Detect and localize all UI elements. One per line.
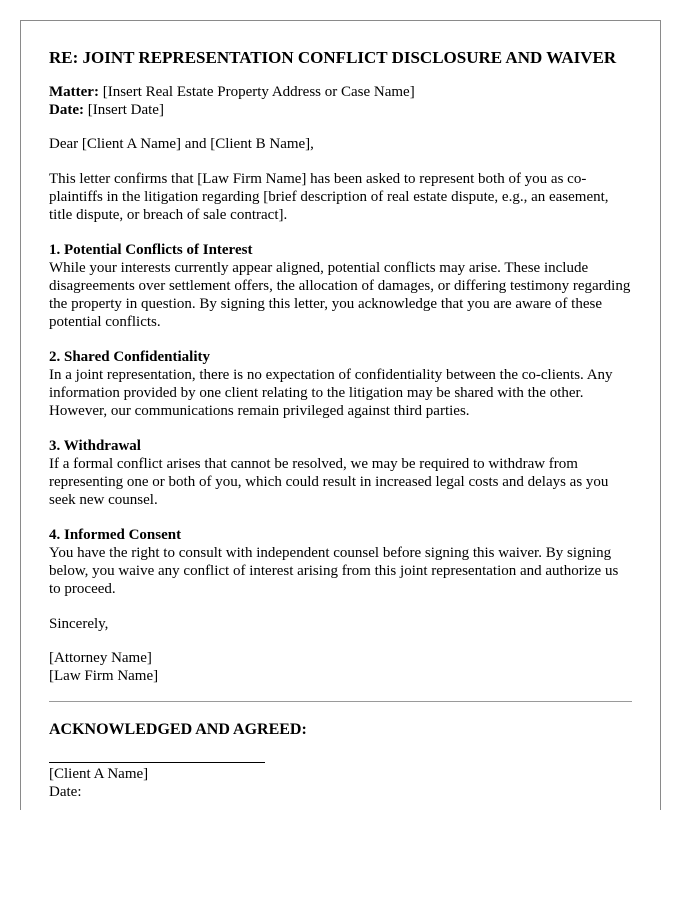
- section-title: 1. Potential Conflicts of Interest: [49, 242, 253, 258]
- meta-block: [49, 83, 632, 119]
- section-informed-consent: [49, 526, 632, 598]
- section-conflicts: [49, 241, 632, 331]
- letter-page: [20, 20, 661, 810]
- matter-value: [Insert Real Estate Property Address or Case Name]: [98, 84, 415, 100]
- date-value: [Insert Date]: [83, 102, 164, 118]
- matter-line: [49, 83, 632, 101]
- law-firm-name: [Law Firm Name]: [49, 668, 159, 684]
- divider: [49, 701, 632, 702]
- section-body: While your interests currently appear aligned, potential conflicts may arise. These include disagreements over settlement offers, the allocation of damages, or differing testimony regarding the property in question. By signing this letter, you acknowledge that you are aware of these potential conflicts.: [49, 260, 631, 330]
- section-body: You have the right to consult with independent counsel before signing this waiver. By signing below, you waive any conflict of interest arising from this joint representation and authorize us to proceed.: [49, 545, 619, 597]
- date-line: [49, 101, 632, 119]
- salutation: Dear [Client A Name] and [Client B Name],: [49, 136, 314, 152]
- letter-heading: RE: JOINT REPRESENTATION CONFLICT DISCLOSURE AND WAIVER: [49, 48, 617, 67]
- section-body: In a joint representation, there is no expectation of confidentiality between the co-clients. Any information provided by one client relating to the litigation may be shared with the other. However, our communications remain privileged against third parties.: [49, 367, 613, 419]
- client-name: [Client A Name]: [49, 766, 149, 782]
- section-title: 4. Informed Consent: [49, 527, 182, 543]
- date-label: Date:: [49, 102, 84, 118]
- section-title: 3. Withdrawal: [49, 438, 141, 454]
- section-body: If a formal conflict arises that cannot be resolved, we may be required to withdraw from representing one or both of you, which could result in increased legal costs and delays as you seek new counsel.: [49, 456, 609, 508]
- intro-paragraph: This letter confirms that [Law Firm Name] has been asked to represent both of you as co-plaintiffs in the litigation regarding [brief description of real estate dispute, e.g., an easement, title dispute, or breach of sale contract].: [49, 171, 609, 223]
- section-title: 2. Shared Confidentiality: [49, 349, 210, 365]
- closing: Sincerely,: [49, 616, 109, 632]
- acknowledgment-heading: ACKNOWLEDGED AND AGREED:: [49, 721, 307, 738]
- matter-label: Matter:: [49, 84, 99, 100]
- signature-block: [49, 649, 632, 685]
- signature-line: [49, 762, 265, 763]
- client-signature-block: [49, 765, 632, 801]
- client-date-label: Date:: [49, 784, 82, 800]
- section-confidentiality: [49, 348, 632, 420]
- section-withdrawal: [49, 437, 632, 509]
- attorney-name: [Attorney Name]: [49, 650, 152, 666]
